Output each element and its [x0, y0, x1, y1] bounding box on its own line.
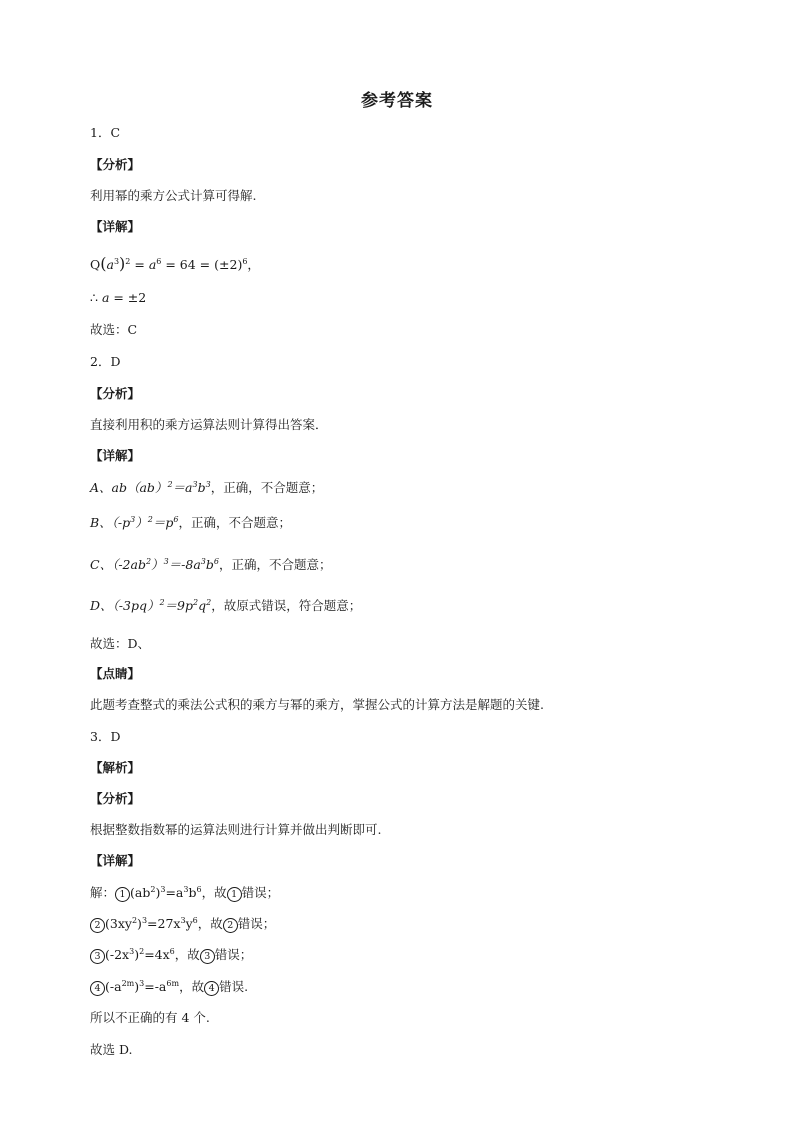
- q2-comment-tag: 【点睛】: [90, 666, 141, 681]
- q3-header: 3．D: [90, 729, 121, 744]
- q1-equation-1: $Q(a^3)^2 = a^6 = 64 = (\pm 2)^6$，: [90, 254, 260, 273]
- q1-analysis-tag: 【分析】: [90, 157, 141, 172]
- q1-header: 1．C: [90, 125, 121, 140]
- q3-answer: 故选 D.: [90, 1042, 133, 1057]
- q2-option-d: D、$(-3pq)^2=9p^2q^2$，故原式错误，符合题意；: [90, 598, 362, 613]
- q3-count: 所以不正确的有 4 个.: [90, 1010, 210, 1025]
- q2-header: 2．D: [90, 354, 121, 369]
- q1-equation-2: ∴ a = ±2: [90, 290, 147, 305]
- q2-answer: 故选：D、: [90, 636, 151, 651]
- q2-analysis-tag: 【分析】: [90, 386, 141, 401]
- q1-answer: 故选：C: [90, 322, 138, 337]
- q2-detail-tag: 【详解】: [90, 448, 141, 463]
- q3-jiexi-tag: 【解析】: [90, 760, 141, 775]
- q3-analysis: 根据整数指数幂的运算法则进行计算并做出判断即可.: [90, 822, 382, 837]
- q3-step-1: 解： 1 $(ab^2)^3=a^3b^6$，故 1 错误；: [90, 885, 280, 900]
- q2-comment: 此题考查整式的乘法公式积的乘方与幂的乘方，掌握公式的计算方法是解题的关键.: [90, 697, 544, 712]
- q2-option-b: B、$(-p^3)^2=p^6$，正确，不合题意；: [90, 515, 291, 530]
- q2-option-a: A、$ab(ab)^2=a^3b^3$，正确，不合题意；: [90, 480, 324, 495]
- q2-analysis: 直接利用积的乘方运算法则计算得出答案．: [90, 417, 328, 432]
- q3-analysis-tag: 【分析】: [90, 791, 141, 806]
- q3-step-2: 2 $(3xy^2)^3=27x^3y^6$，故 2 错误；: [90, 916, 275, 933]
- q3-step-3: 3 $(-2x^3)^2=4x^6$，故 3 错误；: [90, 947, 252, 964]
- page-title: 参考答案: [361, 91, 433, 111]
- q3-detail-tag: 【详解】: [90, 853, 141, 868]
- q1-detail-tag: 【详解】: [90, 219, 141, 234]
- q2-option-c: C、$(-2ab^2)^3=-8a^3b^6$，正确，不合题意；: [90, 557, 332, 572]
- q3-step-4: 4 $(-a^{2m})^3=-a^{6m}$，故 4 错误.: [90, 979, 248, 996]
- q1-analysis: 利用幂的乘方公式计算可得解.: [90, 188, 257, 203]
